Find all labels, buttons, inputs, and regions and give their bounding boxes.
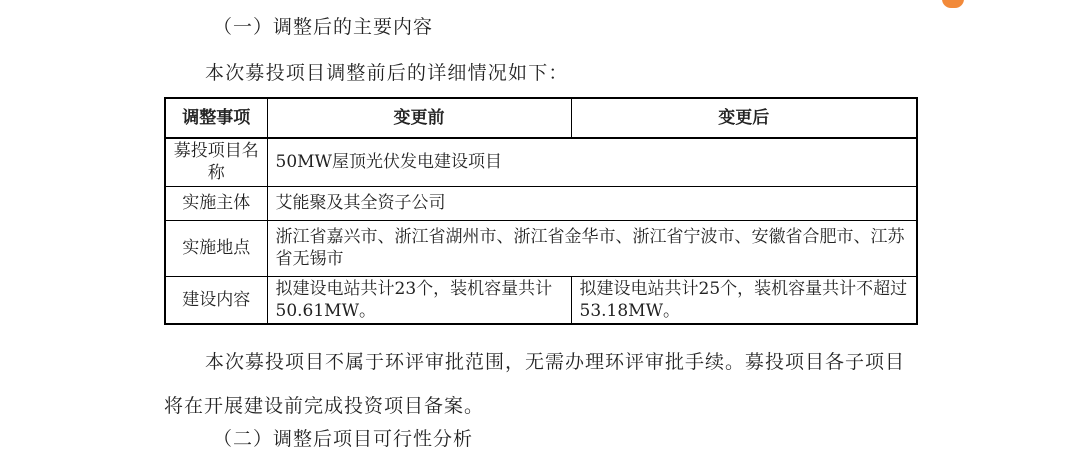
row-label-content: 建设内容 — [165, 276, 267, 324]
table-row-entity — [165, 186, 917, 220]
row-label-location: 实施地点 — [165, 220, 267, 276]
header-after-change: 变更后 — [571, 98, 917, 138]
entity-value: 艾能聚及其全资子公司 — [267, 186, 917, 220]
content-after-value: 拟建设电站共计25个，装机容量共计不超过53.18MW。 — [571, 276, 917, 324]
notification-badge[interactable] — [942, 0, 964, 8]
intro-text: 本次募投项目调整前后的详细情况如下： — [205, 62, 569, 84]
section-heading: （一）调整后的主要内容 — [213, 16, 434, 38]
table-row-project-name — [165, 138, 917, 186]
header-before-change: 变更前 — [267, 98, 571, 138]
table-row-content — [165, 276, 917, 324]
row-label-entity: 实施主体 — [165, 186, 267, 220]
header-adjustment-item: 调整事项 — [165, 98, 267, 138]
project-name-value: 50MW屋顶光伏发电建设项目 — [267, 138, 917, 186]
next-section-heading: （二）调整后项目可行性分析 — [213, 428, 474, 450]
location-value: 浙江省嘉兴市、浙江省湖州市、浙江省金华市、浙江省宁波市、安徽省合肥市、江苏省无锡市 — [267, 220, 917, 276]
row-label-project-name: 募投项目名称 — [165, 138, 267, 186]
table-header-row — [165, 98, 917, 138]
adjustment-detail-table — [164, 97, 918, 325]
content-before-value: 拟建设电站共计23个，装机容量共计50.61MW。 — [267, 276, 571, 324]
table-row-location — [165, 220, 917, 276]
body-paragraph: 本次募投项目不属于环评审批范围，无需办理环评审批手续。募投项目各子项目将在开展建设前完成投资项目备案。 — [164, 351, 906, 417]
